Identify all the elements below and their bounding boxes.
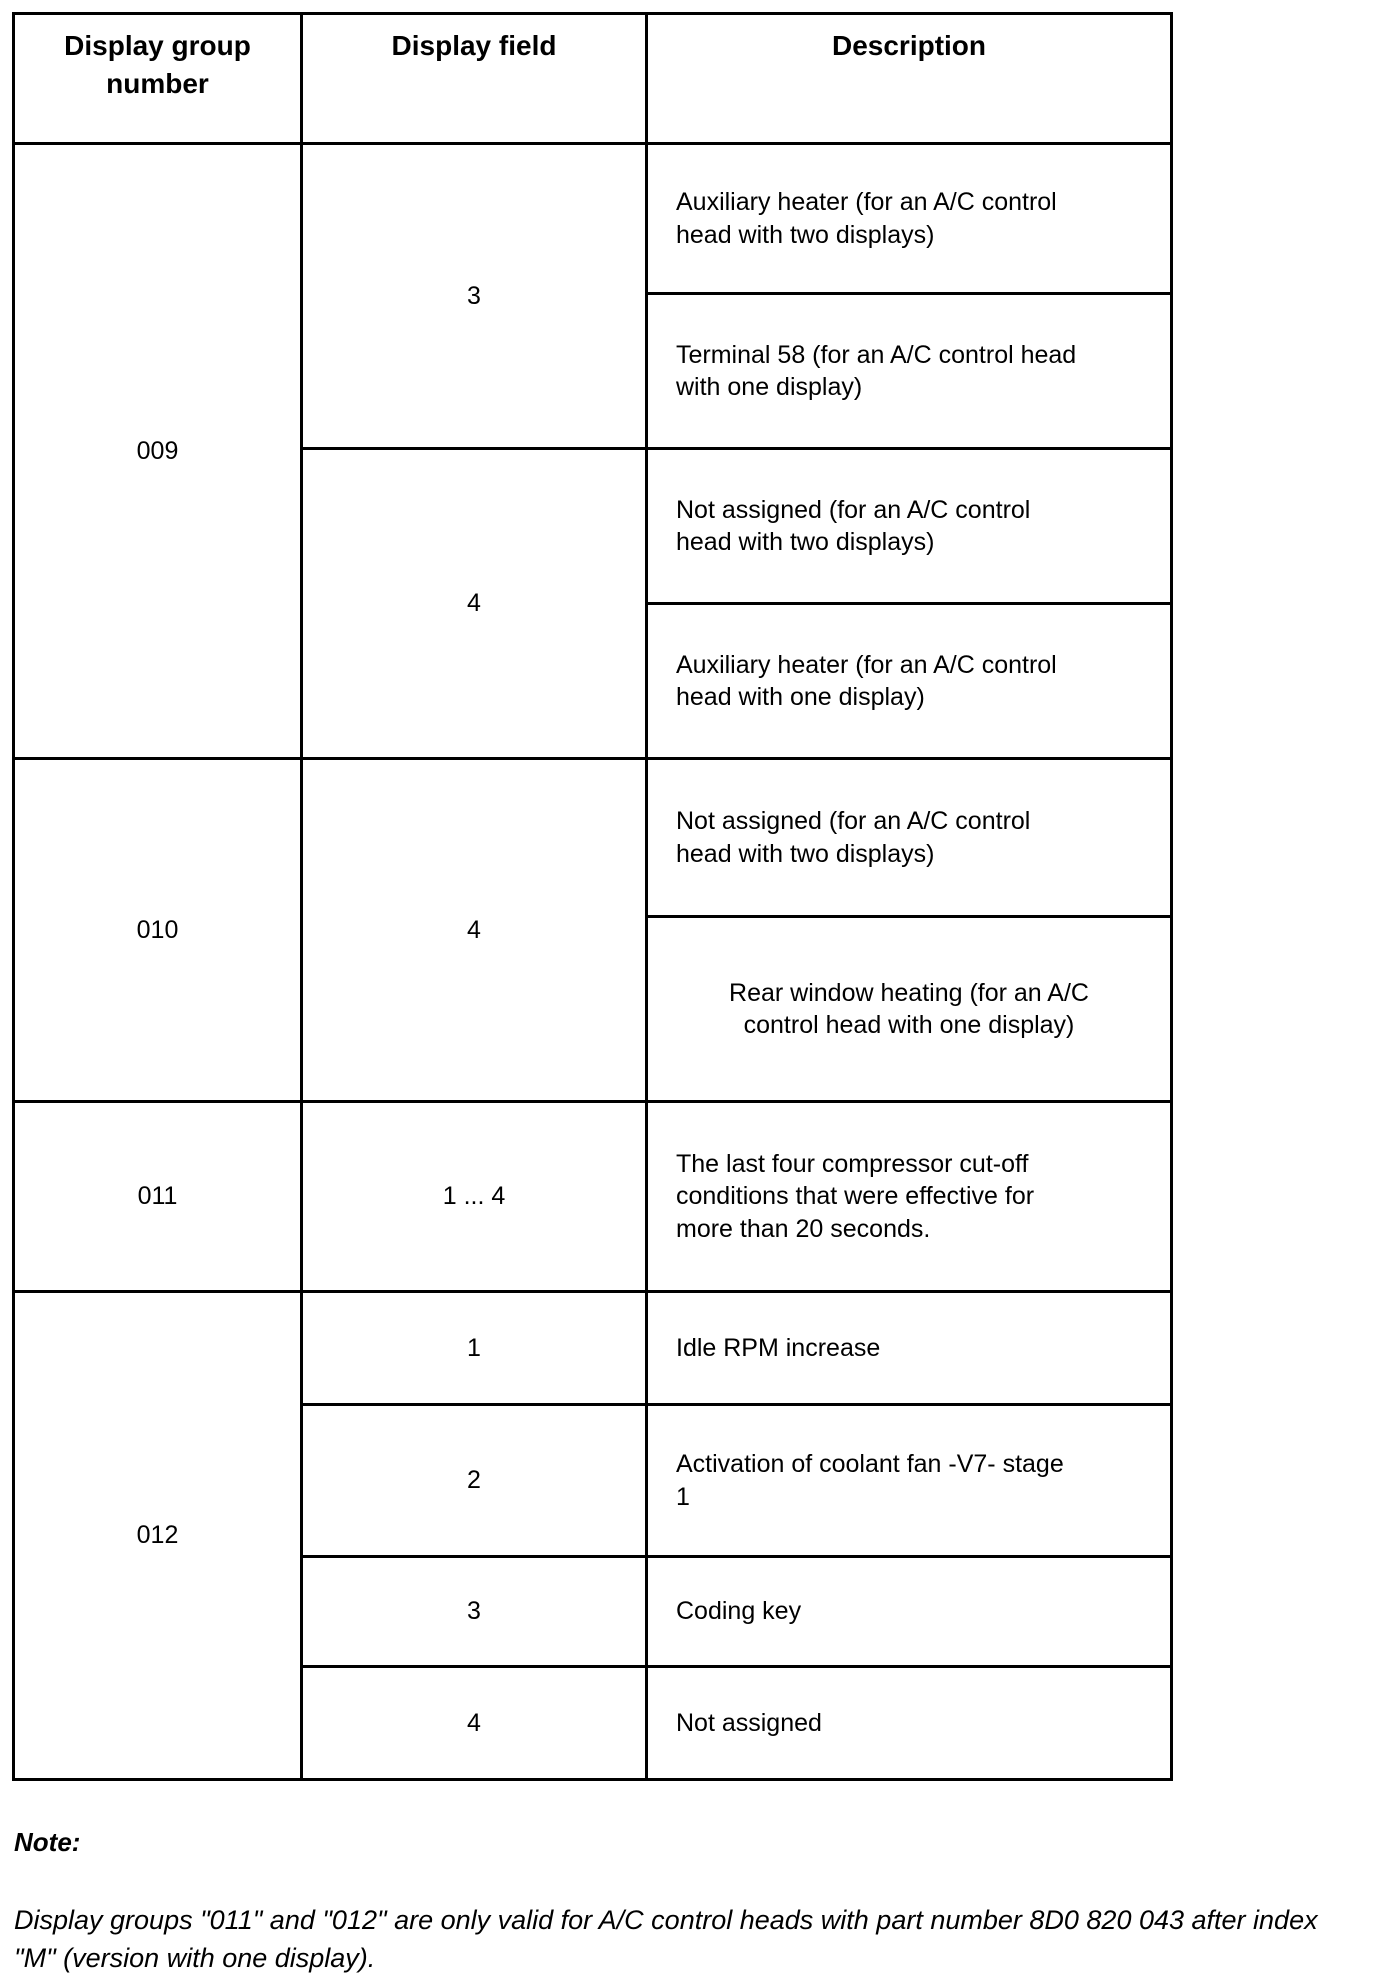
column-header-display-field: Display field xyxy=(302,14,647,144)
description-cell: Not assigned xyxy=(647,1667,1172,1780)
group-number-cell: 010 xyxy=(14,759,302,1102)
description-cell: Auxiliary heater (for an A/C control head with one display) xyxy=(647,604,1172,759)
display-field-cell: 3 xyxy=(302,1557,647,1667)
group-number-cell: 012 xyxy=(14,1292,302,1780)
description-cell: Idle RPM increase xyxy=(647,1292,1172,1405)
description-cell: Coding key xyxy=(647,1557,1172,1667)
note-text: Display groups "011" and "012" are only valid for A/C control heads with part number 8D0 820 043 after index "M" (version with one display). xyxy=(14,1905,1318,1973)
note-section xyxy=(14,1827,1362,1978)
display-group-table xyxy=(12,12,1173,1781)
display-field-cell: 3 xyxy=(302,144,647,449)
group-number-cell: 011 xyxy=(14,1102,302,1292)
table-row xyxy=(14,759,1172,917)
display-field-cell: 1 ... 4 xyxy=(302,1102,647,1292)
column-header-description: Description xyxy=(647,14,1172,144)
description-cell: Terminal 58 (for an A/C control head with one display) xyxy=(647,294,1172,449)
description-cell: Not assigned (for an A/C control head with two displays) xyxy=(647,759,1172,917)
display-field-cell: 4 xyxy=(302,449,647,759)
display-field-cell: 4 xyxy=(302,759,647,1102)
description-cell: The last four compressor cut-off conditions that were effective for more than 20 seconds. xyxy=(647,1102,1172,1292)
note-label: Note: xyxy=(14,1827,81,1857)
description-cell: Auxiliary heater (for an A/C control head with two displays) xyxy=(647,144,1172,294)
table-row xyxy=(14,1102,1172,1292)
description-cell: Rear window heating (for an A/C control head with one display) xyxy=(647,917,1172,1102)
description-cell: Activation of coolant fan -V7- stage 1 xyxy=(647,1405,1172,1557)
header-row xyxy=(14,14,1172,144)
group-number-cell: 009 xyxy=(14,144,302,759)
description-cell: Not assigned (for an A/C control head with two displays) xyxy=(647,449,1172,604)
table-row xyxy=(14,1292,1172,1405)
display-field-cell: 1 xyxy=(302,1292,647,1405)
column-header-display-group-number: Display group number xyxy=(14,14,302,144)
table-row xyxy=(14,144,1172,294)
display-field-cell: 2 xyxy=(302,1405,647,1557)
display-field-cell: 4 xyxy=(302,1667,647,1780)
